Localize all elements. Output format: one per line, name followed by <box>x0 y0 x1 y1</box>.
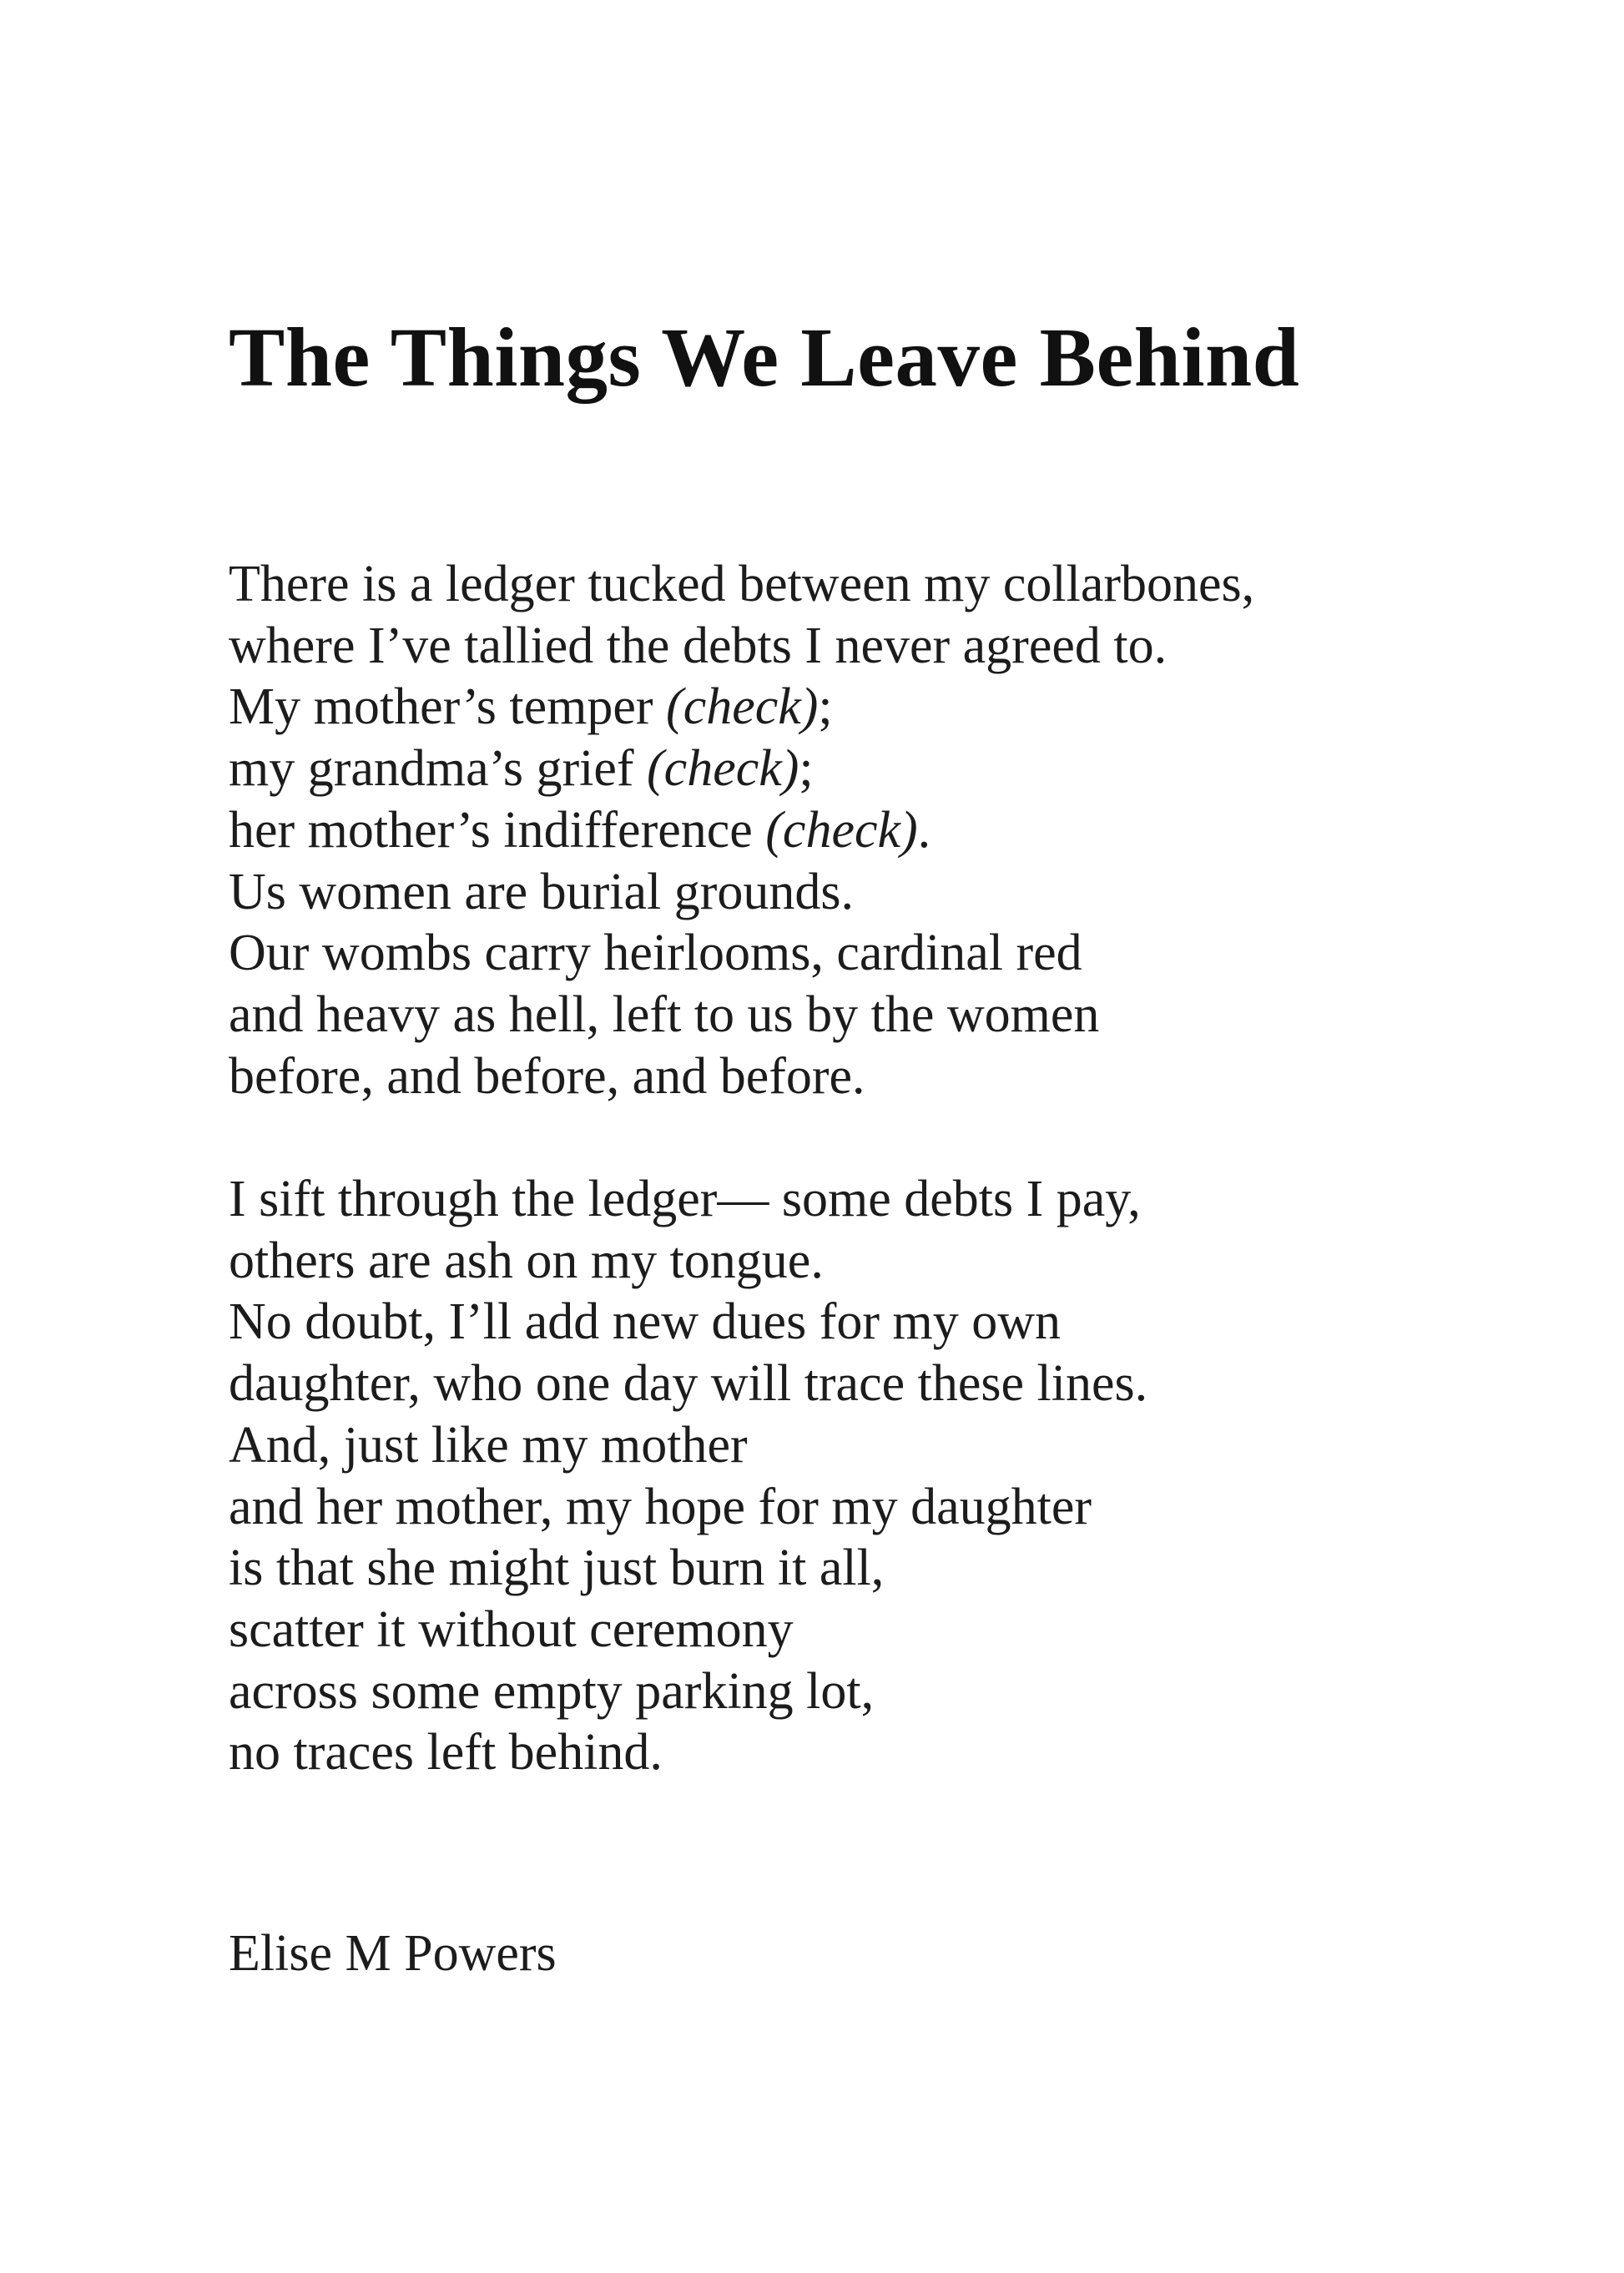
poem-line: scatter it without ceremony <box>229 1600 794 1658</box>
poem-line: Us women are burial grounds. <box>229 863 854 920</box>
poem-line: others are ash on my tongue. <box>229 1232 824 1289</box>
check-note: (check) <box>647 740 799 798</box>
line-punctuation: . <box>917 801 931 859</box>
poem-line: I sift through the ledger— some debts I pay, <box>229 1171 1141 1227</box>
poem-title: The Things We Leave Behind <box>229 310 1300 404</box>
check-note: (check) <box>765 801 918 859</box>
poem-line: Our wombs carry heirlooms, cardinal red <box>229 925 1082 982</box>
poem-line: and her mother, my hope for my daughter <box>229 1478 1092 1535</box>
stanza-2 <box>229 1169 1147 1784</box>
line-text: My mother’s temper <box>229 678 667 736</box>
poem-line <box>229 800 1254 862</box>
poem-line: No doubt, I’ll add new dues for my own <box>229 1293 1061 1351</box>
poem-line: across some empty parking lot, <box>229 1662 875 1720</box>
poem-line: and heavy as hell, left to us by the women <box>229 985 1100 1043</box>
poem-line: There is a ledger tucked between my collarbones, <box>229 556 1255 612</box>
line-punctuation: ; <box>818 678 833 736</box>
check-note: (check) <box>666 678 819 736</box>
stanza-1 <box>229 554 1254 1107</box>
poem-line: And, just like my mother <box>229 1416 748 1474</box>
line-text: her mother’s indifference <box>229 801 766 859</box>
poem-line <box>229 738 1254 800</box>
poem-line: no traces left behind. <box>229 1724 663 1782</box>
line-punctuation: ; <box>799 740 814 798</box>
poem-line: where I’ve tallied the debts I never agreed to. <box>229 617 1168 674</box>
line-text: my grandma’s grief <box>229 740 648 798</box>
poem-line: is that she might just burn it all, <box>229 1540 885 1597</box>
author-name: Elise M Powers <box>229 1925 557 1982</box>
poem-line: before, and before, and before. <box>229 1047 865 1105</box>
poem-line: daughter, who one day will trace these lines. <box>229 1355 1148 1413</box>
poem-line <box>229 677 1254 738</box>
